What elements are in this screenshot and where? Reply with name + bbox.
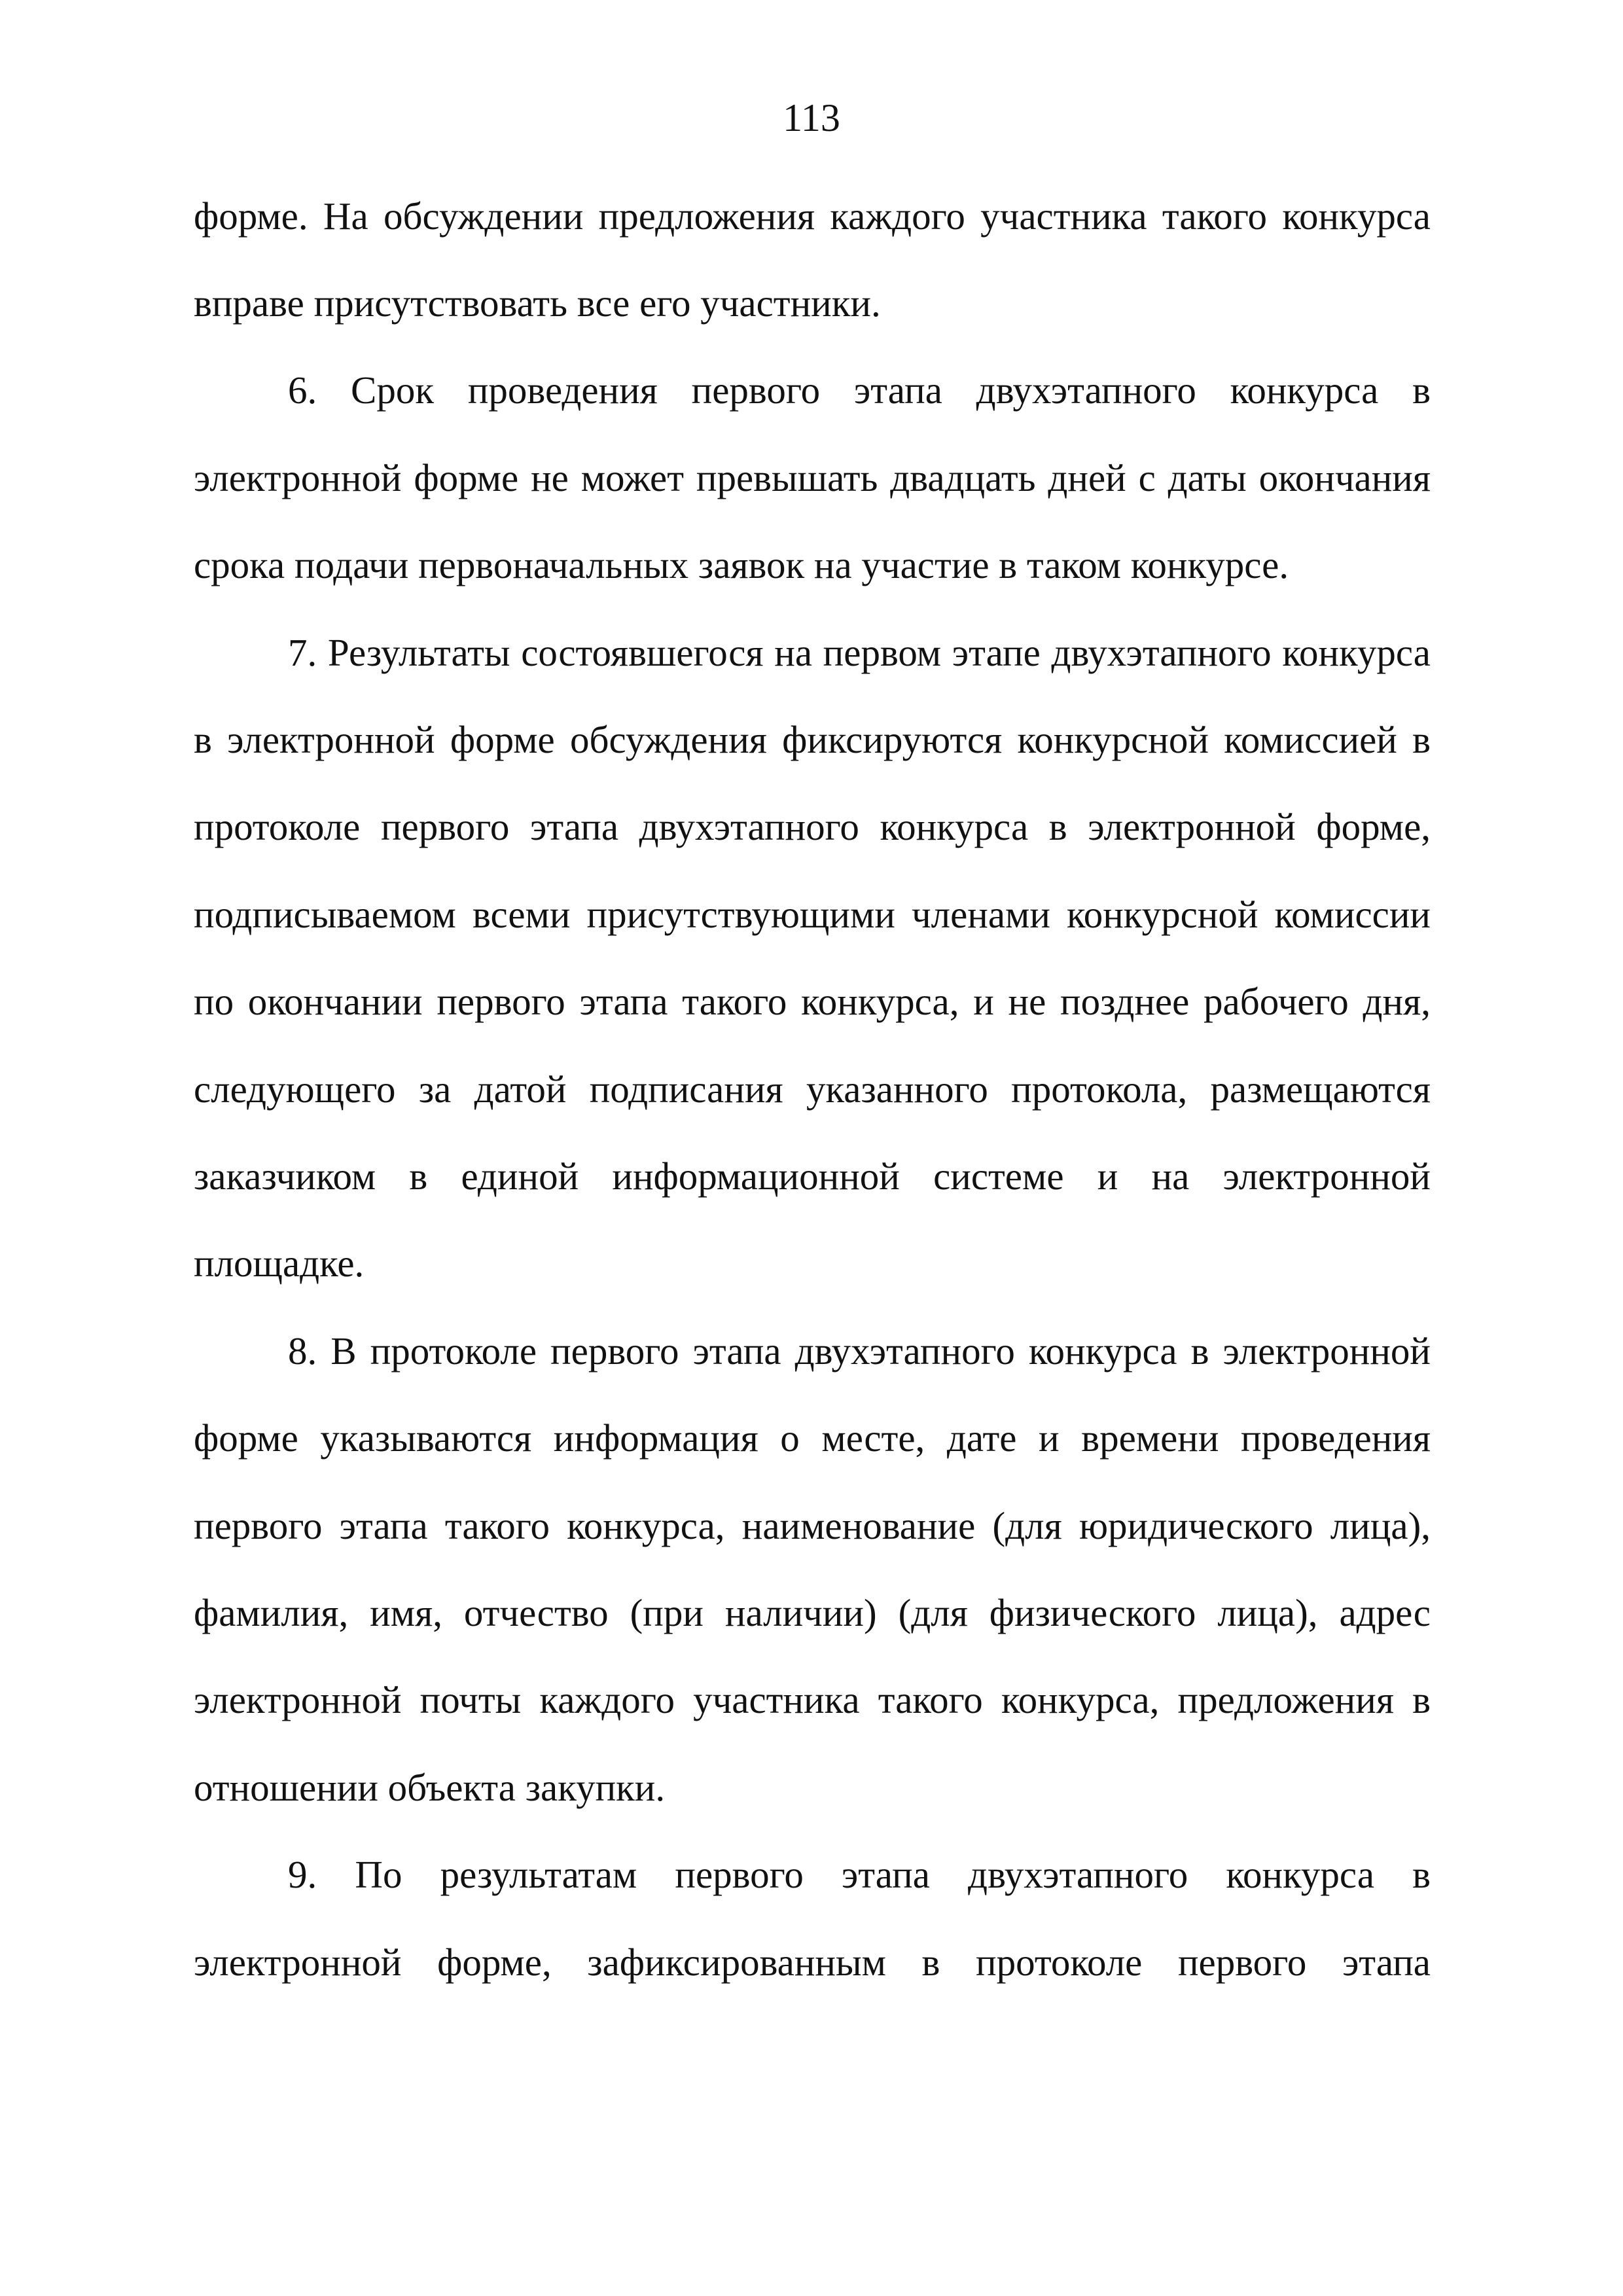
paragraph-start-line: 6. Срок проведения первого этапа двухэтапного конкурса в [288, 368, 1431, 412]
text-line: отношении объекта закупки. [194, 1766, 666, 1809]
text-line: форме. На обсуждении предложения каждого участника такого конкурса [194, 194, 1431, 238]
text-line: первого этапа такого конкурса, наименование (для юридического лица), [194, 1504, 1431, 1547]
text-line: форме указываются информация о месте, дате и времени проведения [194, 1416, 1431, 1460]
text-line: срока подачи первоначальных заявок на участие в таком конкурсе. [194, 543, 1289, 586]
page-number: 113 [783, 96, 840, 139]
text-line: фамилия, имя, отчество (при наличии) (для физического лица), адрес [194, 1591, 1431, 1634]
text-line: протоколе первого этапа двухэтапного конкурса в электронной форме, [194, 805, 1431, 848]
paragraph-start-line: 9. По результатам первого этапа двухэтапного конкурса в [288, 1853, 1431, 1896]
text-line: подписываемом всеми присутствующими членами конкурсной комиссии [194, 893, 1431, 936]
text-line: электронной форме, зафиксированным в протоколе первого этапа [194, 1941, 1431, 1984]
text-line: следующего за датой подписания указанного протокола, размещаются [194, 1067, 1431, 1111]
text-line: электронной форме не может превышать двадцать дней с даты окончания [194, 456, 1431, 499]
text-line: вправе присутствовать все его участники. [194, 281, 881, 325]
text-line: электронной почты каждого участника такого конкурса, предложения в [194, 1678, 1431, 1721]
text-line: заказчиком в единой информационной системе и на электронной [194, 1155, 1431, 1198]
text-line: площадке. [194, 1242, 365, 1285]
text-line: в электронной форме обсуждения фиксируются конкурсной комиссией в [194, 718, 1431, 761]
text-line: по окончании первого этапа такого конкурса, и не позднее рабочего дня, [194, 980, 1431, 1023]
paragraph-start-line: 7. Результаты состоявшегося на первом этапе двухэтапного конкурса [288, 631, 1431, 674]
paragraph-start-line: 8. В протоколе первого этапа двухэтапного конкурса в электронной [288, 1329, 1431, 1372]
